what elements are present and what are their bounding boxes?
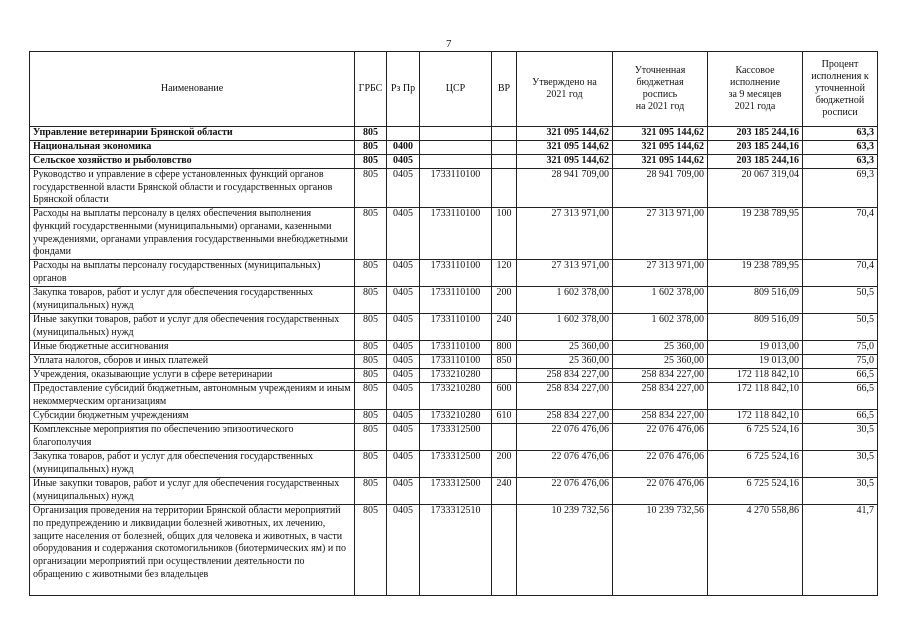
row-approved: 28 941 709,00 <box>517 169 613 208</box>
row-grbs: 805 <box>355 341 387 355</box>
row-vr: 240 <box>492 314 517 341</box>
row-cash: 19 013,00 <box>708 355 803 369</box>
row-percent: 30,5 <box>803 424 878 451</box>
row-csr <box>420 155 492 169</box>
row-name: Иные закупки товаров, работ и услуг для обеспечения государственных (муниципальных) нужд <box>30 478 355 505</box>
row-csr: 1733110100 <box>420 341 492 355</box>
row-vr: 200 <box>492 287 517 314</box>
row-grbs: 805 <box>355 314 387 341</box>
row-rzpr: 0405 <box>387 369 420 383</box>
row-approved: 321 095 144,62 <box>517 141 613 155</box>
row-rzpr: 0405 <box>387 155 420 169</box>
row-refined: 25 360,00 <box>613 355 708 369</box>
row-cash: 19 238 789,95 <box>708 260 803 287</box>
row-cash: 172 118 842,10 <box>708 383 803 410</box>
row-csr: 1733110100 <box>420 208 492 260</box>
row-refined: 22 076 476,06 <box>613 478 708 505</box>
row-cash: 203 185 244,16 <box>708 155 803 169</box>
row-percent: 75,0 <box>803 355 878 369</box>
row-cash: 809 516,09 <box>708 314 803 341</box>
row-rzpr: 0405 <box>387 208 420 260</box>
row-grbs: 805 <box>355 505 387 596</box>
table-row <box>30 287 878 314</box>
row-grbs: 805 <box>355 478 387 505</box>
row-vr: 850 <box>492 355 517 369</box>
table-row <box>30 314 878 341</box>
table-row <box>30 127 878 141</box>
row-cash: 19 013,00 <box>708 341 803 355</box>
table-row <box>30 341 878 355</box>
row-csr: 1733312510 <box>420 505 492 596</box>
row-approved: 25 360,00 <box>517 341 613 355</box>
row-cash: 6 725 524,16 <box>708 451 803 478</box>
row-grbs: 805 <box>355 410 387 424</box>
table-row <box>30 260 878 287</box>
row-refined: 258 834 227,00 <box>613 383 708 410</box>
row-name: Организация проведения на территории Брянской области мероприятий по предупреждению и ликвидации болезней животных, их лечению, защите населения от болезней, общих для человека и животных, в части оборудования и содержания скотомогильников (биотермических ям) и по организации мероприятий при осуществлении деятельности по обращению с животными без владельцев <box>30 505 355 596</box>
table-row <box>30 208 878 260</box>
row-rzpr: 0405 <box>387 341 420 355</box>
row-cash: 19 238 789,95 <box>708 208 803 260</box>
row-approved: 321 095 144,62 <box>517 127 613 141</box>
row-approved: 22 076 476,06 <box>517 424 613 451</box>
row-percent: 66,5 <box>803 383 878 410</box>
table-row <box>30 451 878 478</box>
row-percent: 75,0 <box>803 341 878 355</box>
row-rzpr <box>387 127 420 141</box>
row-rzpr: 0405 <box>387 451 420 478</box>
row-vr <box>492 369 517 383</box>
row-refined: 1 602 378,00 <box>613 287 708 314</box>
page-number: 7 <box>446 38 452 50</box>
row-name: Субсидии бюджетным учреждениям <box>30 410 355 424</box>
row-percent: 50,5 <box>803 287 878 314</box>
row-cash: 172 118 842,10 <box>708 369 803 383</box>
row-grbs: 805 <box>355 383 387 410</box>
row-grbs: 805 <box>355 127 387 141</box>
table-header-row <box>30 52 878 127</box>
row-name: Управление ветеринарии Брянской области <box>30 127 355 141</box>
row-csr: 1733312500 <box>420 424 492 451</box>
table-row <box>30 141 878 155</box>
row-approved: 258 834 227,00 <box>517 369 613 383</box>
row-refined: 27 313 971,00 <box>613 208 708 260</box>
row-percent: 63,3 <box>803 127 878 141</box>
row-approved: 27 313 971,00 <box>517 260 613 287</box>
header-approved: Утверждено на 2021 год <box>517 52 613 127</box>
row-vr: 800 <box>492 341 517 355</box>
table-row <box>30 383 878 410</box>
row-rzpr: 0405 <box>387 169 420 208</box>
row-vr: 240 <box>492 478 517 505</box>
row-cash: 203 185 244,16 <box>708 127 803 141</box>
row-refined: 22 076 476,06 <box>613 424 708 451</box>
row-vr <box>492 505 517 596</box>
row-csr: 1733312500 <box>420 451 492 478</box>
row-rzpr: 0405 <box>387 314 420 341</box>
row-name: Уплата налогов, сборов и иных платежей <box>30 355 355 369</box>
row-vr <box>492 424 517 451</box>
row-percent: 66,5 <box>803 410 878 424</box>
row-rzpr: 0405 <box>387 410 420 424</box>
row-cash: 6 725 524,16 <box>708 478 803 505</box>
table-row <box>30 478 878 505</box>
row-grbs: 805 <box>355 208 387 260</box>
row-approved: 321 095 144,62 <box>517 155 613 169</box>
row-approved: 27 313 971,00 <box>517 208 613 260</box>
row-vr: 100 <box>492 208 517 260</box>
row-rzpr: 0405 <box>387 355 420 369</box>
row-approved: 258 834 227,00 <box>517 383 613 410</box>
row-cash: 809 516,09 <box>708 287 803 314</box>
row-csr <box>420 127 492 141</box>
row-vr <box>492 169 517 208</box>
row-name: Иные закупки товаров, работ и услуг для обеспечения государственных (муниципальных) нужд <box>30 314 355 341</box>
row-refined: 22 076 476,06 <box>613 451 708 478</box>
row-rzpr: 0405 <box>387 383 420 410</box>
row-refined: 321 095 144,62 <box>613 127 708 141</box>
header-refined: Уточненная бюджетная роспись на 2021 год <box>613 52 708 127</box>
table-row <box>30 355 878 369</box>
table-row <box>30 169 878 208</box>
row-rzpr: 0405 <box>387 424 420 451</box>
row-percent: 63,3 <box>803 155 878 169</box>
row-vr <box>492 127 517 141</box>
row-cash: 4 270 558,86 <box>708 505 803 596</box>
row-cash: 203 185 244,16 <box>708 141 803 155</box>
row-vr: 610 <box>492 410 517 424</box>
row-name: Комплексные мероприятия по обеспечению эпизоотического благополучия <box>30 424 355 451</box>
row-approved: 1 602 378,00 <box>517 314 613 341</box>
row-approved: 25 360,00 <box>517 355 613 369</box>
row-percent: 69,3 <box>803 169 878 208</box>
row-grbs: 805 <box>355 287 387 314</box>
row-approved: 1 602 378,00 <box>517 287 613 314</box>
row-percent: 41,7 <box>803 505 878 596</box>
row-csr: 1733210280 <box>420 410 492 424</box>
row-percent: 66,5 <box>803 369 878 383</box>
header-rzpr: Рз Пр <box>387 52 420 127</box>
header-name: Наименование <box>30 52 355 127</box>
header-cash: Кассовое исполнение за 9 месяцев 2021 года <box>708 52 803 127</box>
row-csr: 1733110100 <box>420 314 492 341</box>
row-refined: 28 941 709,00 <box>613 169 708 208</box>
row-percent: 30,5 <box>803 451 878 478</box>
row-percent: 70,4 <box>803 260 878 287</box>
row-approved: 22 076 476,06 <box>517 478 613 505</box>
row-grbs: 805 <box>355 260 387 287</box>
row-csr: 1733110100 <box>420 355 492 369</box>
row-refined: 1 602 378,00 <box>613 314 708 341</box>
row-name: Учреждения, оказывающие услуги в сфере ветеринарии <box>30 369 355 383</box>
row-grbs: 805 <box>355 451 387 478</box>
row-refined: 321 095 144,62 <box>613 141 708 155</box>
row-refined: 321 095 144,62 <box>613 155 708 169</box>
row-name: Предоставление субсидий бюджетным, автономным учреждениям и иным некоммерческим организациям <box>30 383 355 410</box>
row-csr: 1733110100 <box>420 169 492 208</box>
row-cash: 20 067 319,04 <box>708 169 803 208</box>
row-refined: 258 834 227,00 <box>613 410 708 424</box>
row-csr: 1733110100 <box>420 287 492 314</box>
row-rzpr: 0405 <box>387 478 420 505</box>
row-refined: 258 834 227,00 <box>613 369 708 383</box>
header-percent: Процент исполнения к уточненной бюджетной росписи <box>803 52 878 127</box>
table-row <box>30 155 878 169</box>
row-cash: 172 118 842,10 <box>708 410 803 424</box>
row-csr: 1733210280 <box>420 383 492 410</box>
row-approved: 10 239 732,56 <box>517 505 613 596</box>
row-csr <box>420 141 492 155</box>
row-vr: 200 <box>492 451 517 478</box>
row-csr: 1733210280 <box>420 369 492 383</box>
row-name: Расходы на выплаты персоналу в целях обеспечения выполнения функций государственными (муниципальными) органами, казенными учреждениями, органами управления государственными внебюджетными фондами <box>30 208 355 260</box>
table-row <box>30 410 878 424</box>
budget-execution-table <box>29 51 878 596</box>
row-rzpr: 0405 <box>387 260 420 287</box>
row-approved: 22 076 476,06 <box>517 451 613 478</box>
row-rzpr: 0405 <box>387 287 420 314</box>
table-row <box>30 369 878 383</box>
header-vr: ВР <box>492 52 517 127</box>
row-csr: 1733110100 <box>420 260 492 287</box>
row-name: Национальная экономика <box>30 141 355 155</box>
row-name: Закупка товаров, работ и услуг для обеспечения государственных (муниципальных) нужд <box>30 287 355 314</box>
row-grbs: 805 <box>355 424 387 451</box>
row-grbs: 805 <box>355 155 387 169</box>
row-grbs: 805 <box>355 355 387 369</box>
table-row <box>30 505 878 596</box>
row-vr <box>492 141 517 155</box>
row-refined: 25 360,00 <box>613 341 708 355</box>
row-rzpr: 0400 <box>387 141 420 155</box>
row-grbs: 805 <box>355 141 387 155</box>
row-vr: 600 <box>492 383 517 410</box>
row-grbs: 805 <box>355 169 387 208</box>
row-name: Закупка товаров, работ и услуг для обеспечения государственных (муниципальных) нужд <box>30 451 355 478</box>
row-grbs: 805 <box>355 369 387 383</box>
row-vr: 120 <box>492 260 517 287</box>
row-name: Руководство и управление в сфере установленных функций органов государственной власти Брянской области и государственных органов Брянской области <box>30 169 355 208</box>
row-percent: 70,4 <box>803 208 878 260</box>
row-percent: 30,5 <box>803 478 878 505</box>
row-rzpr: 0405 <box>387 505 420 596</box>
row-cash: 6 725 524,16 <box>708 424 803 451</box>
row-name: Сельское хозяйство и рыболовство <box>30 155 355 169</box>
row-vr <box>492 155 517 169</box>
row-csr: 1733312500 <box>420 478 492 505</box>
row-percent: 63,3 <box>803 141 878 155</box>
header-grbs: ГРБС <box>355 52 387 127</box>
row-refined: 27 313 971,00 <box>613 260 708 287</box>
table-row <box>30 424 878 451</box>
header-csr: ЦСР <box>420 52 492 127</box>
row-approved: 258 834 227,00 <box>517 410 613 424</box>
row-percent: 50,5 <box>803 314 878 341</box>
row-name: Иные бюджетные ассигнования <box>30 341 355 355</box>
row-name: Расходы на выплаты персоналу государственных (муниципальных) органов <box>30 260 355 287</box>
row-refined: 10 239 732,56 <box>613 505 708 596</box>
